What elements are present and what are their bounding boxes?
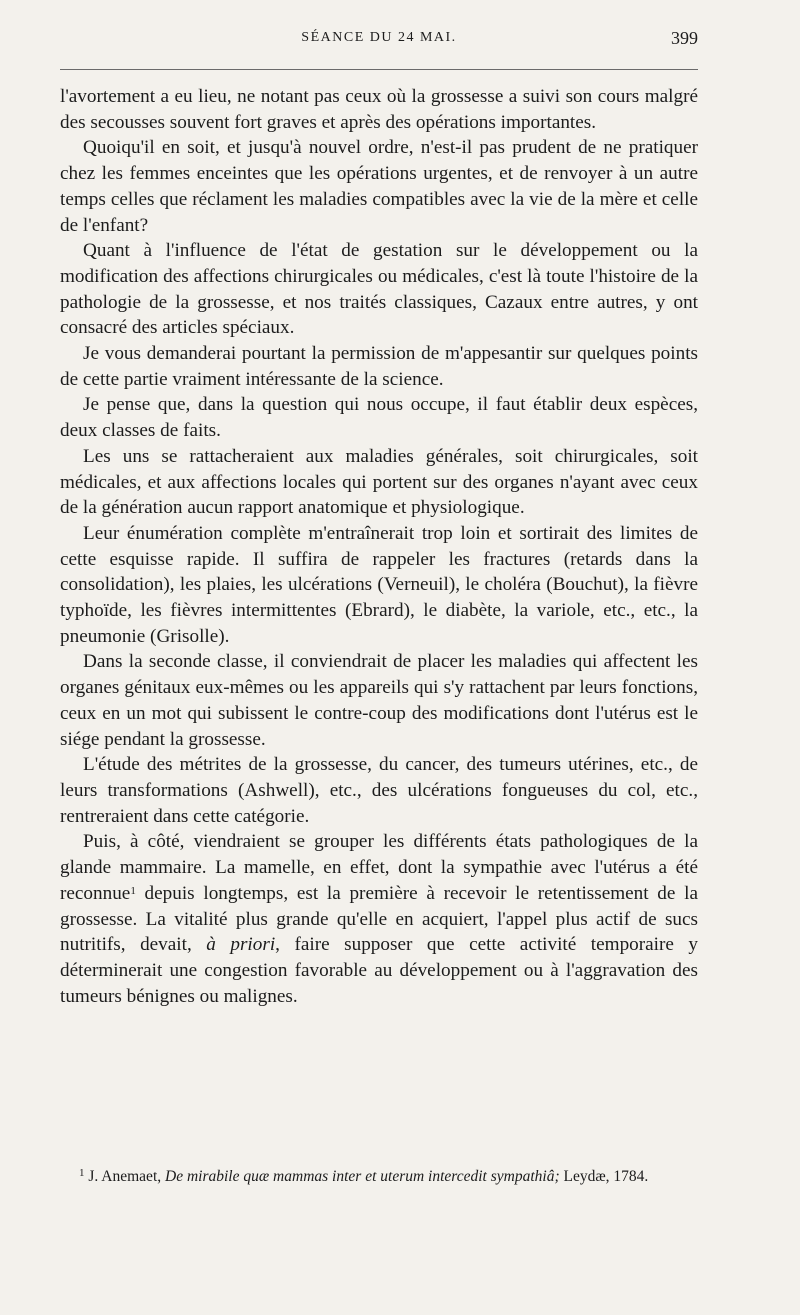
footnotes [60, 1166, 698, 1188]
header-title: SÉANCE DU 24 MAI. [301, 30, 457, 45]
paragraph-text: depuis longtemps, est la première à recevoir le retentissement de la grossesse. La vitalité plus grande qu'elle en acquiert, l'appel plus actif de sucs nutritifs, devait, [60, 882, 698, 956]
footnote-publication: Leydæ, 1784. [559, 1168, 649, 1185]
paragraph: Les uns se rattacheraient aux maladies générales, soit chirurgicales, soit médicales, et aux affections locales qui portent sur des organes n'ayant avec ceux de la génération aucun rapport anatomique et physiologique. [60, 445, 698, 519]
footnote-reference[interactable]: 1 [130, 884, 136, 897]
paragraph: Quoiqu'il en soit, et jusqu'à nouvel ordre, n'est-il pas prudent de ne pratiquer chez les femmes enceintes que les opérations urgentes, et de renvoyer à un autre temps celles que réclament les maladies compatibles avec la vie de la mère et celle de l'enfant? [60, 137, 698, 236]
paragraph: L'étude des métrites de la grossesse, du cancer, des tumeurs utérines, etc., de leurs transformations (Ashwell), etc., des ulcérations fongueuses du col, etc., rentreraient dans cette catégorie. [60, 754, 698, 827]
paragraph-with-footnote-ref [60, 829, 698, 1009]
footnote [60, 1166, 698, 1188]
running-header [60, 26, 698, 60]
header-rule [60, 69, 698, 70]
paragraph: l'avortement a eu lieu, ne notant pas ceux où la grossesse a suivi son cours malgré des secousses souvent fort graves et après des opérations importantes. [60, 86, 698, 133]
italic-phrase: à priori [206, 934, 276, 956]
paragraph-text: Puis, à côté, viendraient se grouper les différents états pathologiques de la glande mammaire. La mamelle, en effet, dont la sympathie avec l'utérus a été reconnue [60, 831, 698, 904]
paragraph: Je vous demanderai pourtant la permission de m'appesantir sur quelques points de cette partie vraiment intéressante de la science. [60, 343, 698, 390]
footnote-title: De mirabile quæ mammas inter et uterum intercedit sympathiâ; [165, 1168, 560, 1185]
paragraph: Je pense que, dans la question qui nous occupe, il faut établir deux espèces, deux classes de faits. [60, 394, 698, 442]
paragraph: Quant à l'influence de l'état de gestation sur le développement ou la modification des affections chirurgicales ou médicales, c'est là toute l'histoire de la pathologie de la grossesse, et nos traités classiques, Cazaux entre autres, y ont consacré des articles spéciaux. [60, 240, 698, 339]
footnote-marker: 1 [79, 1167, 85, 1179]
body-text [60, 84, 698, 1009]
page-number: 399 [671, 28, 698, 48]
paragraph: Dans la seconde classe, il conviendrait de placer les maladies qui affectent les organes génitaux eux-mêmes ou les appareils qui s'y rattachent par leurs fonctions, ceux en un mot qui subissent le contre-coup des modifications dont l'utérus est le siége pendant la grossesse. [60, 651, 698, 750]
paragraph-text: , faire supposer que cette activité temporaire y déterminerait une congestion favorable au développement ou à l'aggravation des tumeurs bénignes ou malignes. [60, 934, 699, 1007]
footnote-author: J. Anemaet, [84, 1168, 165, 1185]
paragraph: Leur énumération complète m'entraînerait trop loin et sortirait des limites de cette esquisse rapide. Il suffira de rappeler les fractures (retards dans la consolidation), les plaies, les ulcérations (Verneuil), le choléra (Bouchut), la fièvre typhoïde, les fièvres intermittentes (Ebrard), le diabète, la variole, etc., etc., la pneumonie (Grisolle). [60, 522, 698, 647]
